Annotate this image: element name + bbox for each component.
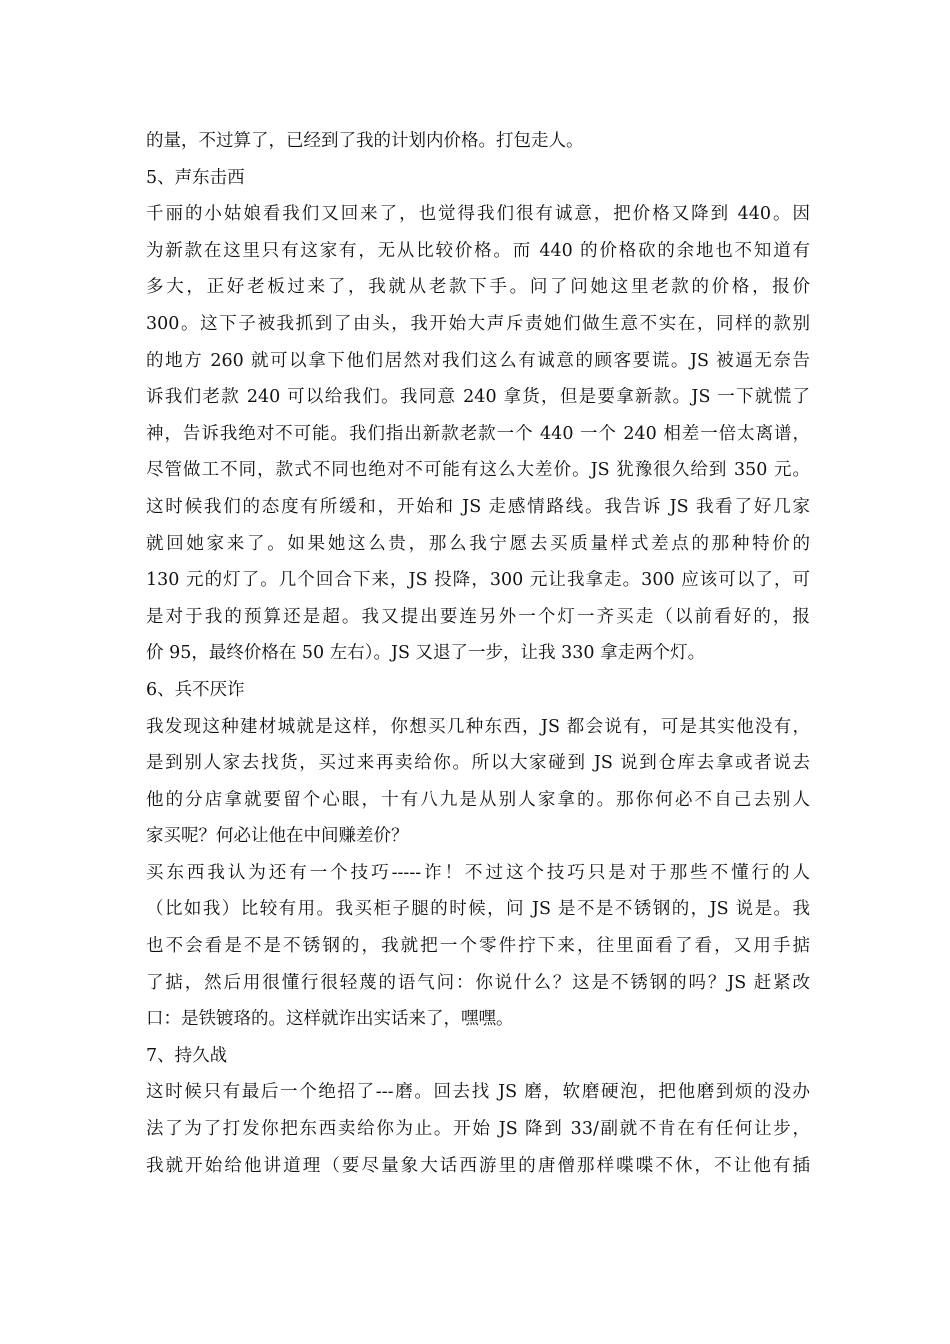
text-line: 130 元的灯了。几个回合下来，JS 投降，300 元让我拿走。300 应该可以了，可 xyxy=(146,570,810,591)
text-line: 这时候我们的态度有所缓和，开始和 JS 走感情路线。我告诉 JS 我看了好几家 xyxy=(146,496,810,517)
text-line: 尽管做工不同，款式不同也绝对不可能有这么大差价。JS 犹豫很久给到 350 元。 xyxy=(146,460,810,481)
text-line: 是对于我的预算还是超。我又提出要连另外一个灯一齐买走（以前看好的，报 xyxy=(146,606,810,627)
text-line: 买东西我认为还有一个技巧-----诈！不过这个技巧只是对于那些不懂行的人 xyxy=(146,862,810,883)
text-line: 的地方 260 就可以拿下他们居然对我们这么有诚意的顾客要谎。JS 被逼无奈告 xyxy=(146,350,810,371)
text-line: 就回她家来了。如果她这么贵，那么我宁愿去买质量样式差点的那种特价的 xyxy=(146,533,810,554)
text-line: 法了为了打发你把东西卖给你为止。开始 JS 降到 33/副就不肯在有任何让步， xyxy=(146,1119,810,1140)
text-line: 这时候只有最后一个绝招了---磨。回去找 JS 磨，软磨硬泡，把他磨到烦的没办 xyxy=(146,1082,810,1103)
text-line: 口：是铁镀珞的。这样就诈出实话来了，嘿嘿。 xyxy=(146,1009,514,1030)
document-body xyxy=(146,123,810,1184)
text-line: 为新款在这里只有这家有，无从比较价格。而 440 的价格砍的余地也不知道有 xyxy=(146,240,810,261)
text-line: 千丽的小姑娘看我们又回来了，也觉得我们很有诚意，把价格又降到 440。因 xyxy=(146,204,810,225)
text-line: 价 95，最终价格在 50 左右）。JS 又退了一步，让我 330 拿走两个灯。 xyxy=(146,643,706,664)
text-line: 了掂，然后用很懂行很轻蔑的语气问：你说什么？这是不锈钢的吗？JS 赶紧改 xyxy=(146,972,810,993)
text-line: 神，告诉我绝对不可能。我们指出新款老款一个 440 一个 240 相差一倍太离谱， xyxy=(146,423,810,444)
text-line: 他的分店拿就要留个心眼，十有八九是从别人家拿的。那你何必不自己去别人 xyxy=(146,789,810,810)
text-line: 的量，不过算了，已经到了我的计划内价格。打包走人。 xyxy=(146,131,584,151)
section-heading: 7、持久战 xyxy=(146,1045,228,1066)
text-line: 也不会看是不是不锈钢的，我就把一个零件拧下来，往里面看了看，又用手掂 xyxy=(146,936,810,957)
section-heading: 6、兵不厌诈 xyxy=(146,679,245,700)
text-line: 我就开始给他讲道理（要尽量象大话西游里的唐僧那样喋喋不休，不让他有插 xyxy=(146,1155,810,1176)
text-line: 家买呢？何必让他在中间赚差价？ xyxy=(146,826,409,847)
text-line: 诉我们老款 240 可以给我们。我同意 240 拿货，但是要拿新款。JS 一下就慌了 xyxy=(146,387,810,408)
text-line: 我发现这种建材城就是这样，你想买几种东西，JS 都会说有，可是其实他没有， xyxy=(146,716,810,737)
text-line: （比如我）比较有用。我买柜子腿的时候，问 JS 是不是不锈钢的，JS 说是。我 xyxy=(146,899,810,920)
text-line: 300。这下子被我抓到了由头，我开始大声斥责她们做生意不实在，同样的款别 xyxy=(146,313,810,334)
text-line: 多大，正好老板过来了，我就从老款下手。问了问她这里老款的价格，报价 xyxy=(146,277,810,298)
section-heading: 5、声东击西 xyxy=(146,167,245,188)
text-line: 是到别人家去找货，买过来再卖给你。所以大家碰到 JS 说到仓库去拿或者说去 xyxy=(146,753,810,774)
